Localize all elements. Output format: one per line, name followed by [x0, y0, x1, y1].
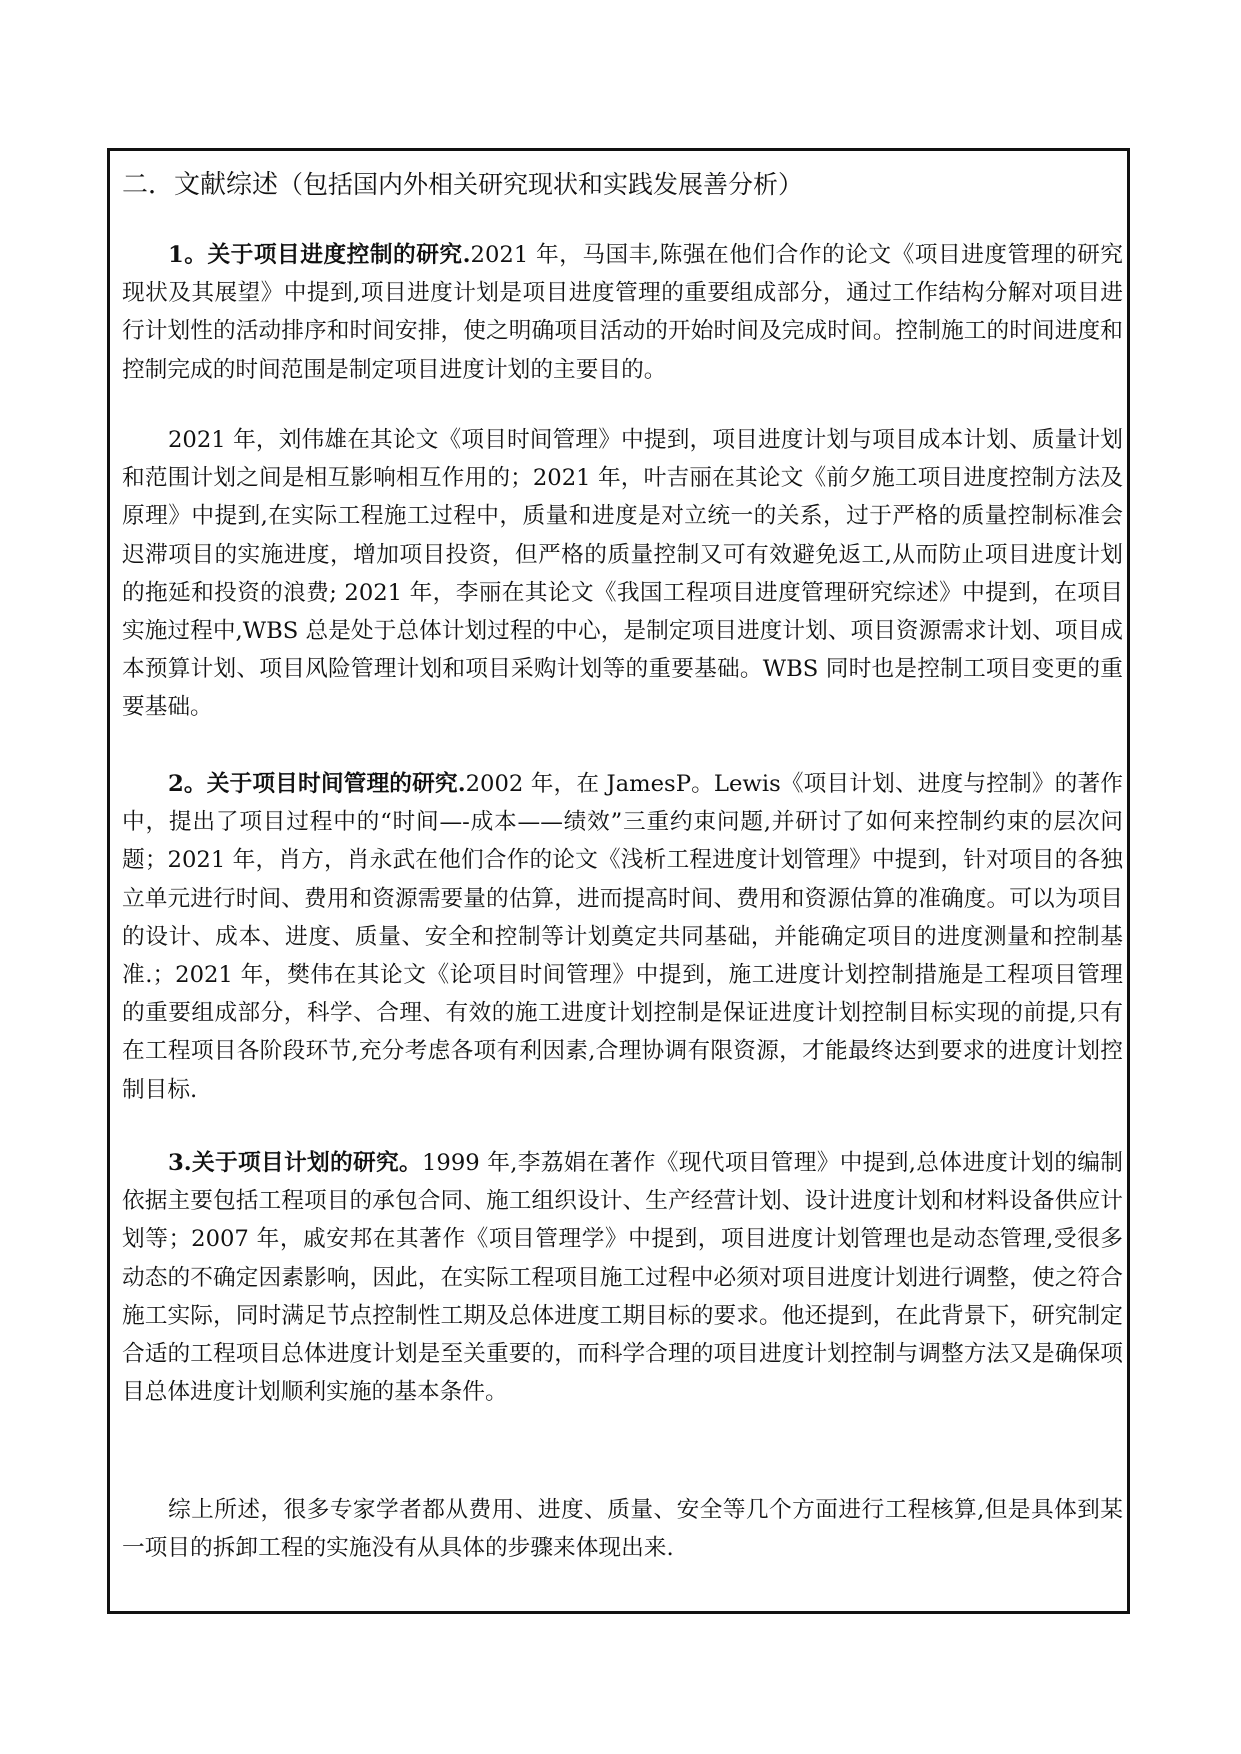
paragraph-text: 2021 年，刘伟雄在其论文《项目时间管理》中提到，项目进度计划与项目成本计划、质量计划和范围计划之间是相互影响相互作用的；2021 年，叶吉丽在其论文《前夕施工项目进度控制方法及原理》中提到,在实际工程施工过程中，质量和进度是对立统一的关系，过于严格的质量控制标准会迟滞项目的实施进度，增加项目投资，但严格的质量控制又可有效避免返工,从而防止项目进度计划的拖延和投资的浪费; 2021 年，李丽在其论文《我国工程项目进度管理研究综述》中提到，在项目实施过程中,WBS 总是处于总体计划过程的中心，是制定项目进度计划、项目资源需求计划、项目成本预算计划、项目风险管理计划和项目采购计划等的重要基础。WBS 同时也是控制工项目变更的重要基础。 [122, 427, 1123, 721]
section-subtitle: （包括国内外相关研究现状和实践发展善分析） [278, 170, 804, 199]
paragraph-schedule-control [122, 236, 1123, 389]
paragraph-time-management [122, 765, 1123, 1109]
paragraph-lead: 3.关于项目计划的研究。 [168, 1150, 422, 1176]
paragraph-lead: 1。关于项目进度控制的研究. [168, 242, 471, 268]
paragraph-text: 1999 年,李荔娟在著作《现代项目管理》中提到,总体进度计划的编制依据主要包括工程项目的承包合同、施工组织设计、生产经营计划、设计进度计划和材料设备供应计划等；2007 年，戚安邦在其著作《项目管理学》中提到，项目进度计划管理也是动态管理,受很多动态的不确定因素影响，因此，在实际工程项目施工过程中必须对项目进度计划进行调整，使之符合施工实际，同时满足节点控制性工期及总体进度工期目标的要求。他还提到，在此背景下，研究制定合适的工程项目总体进度计划是至关重要的，而科学合理的项目进度计划控制与调整方法又是确保项目总体进度计划顺利实施的基本条件。 [122, 1150, 1123, 1406]
section-heading [122, 164, 1112, 206]
paragraph-lead: 2。关于项目时间管理的研究. [168, 771, 466, 797]
paragraph-text: 2002 年，在 JamesP。Lewis《项目计划、进度与控制》的著作中，提出了项目过程中的“时间—-成本——绩效”三重约束问题,并研讨了如何来控制约束的层次问题；2021 年，肖方，肖永武在他们合作的论文《浅析工程进度计划管理》中提到，针对项目的各独立单元进行时间、费用和资源需要量的估算，进而提高时间、费用和资源估算的准确度。可以为项目的设计、成本、进度、质量、安全和控制等计划奠定共同基础，并能确定项目的进度测量和控制基准.；2021 年，樊伟在其论文《论项目时间管理》中提到，施工进度计划控制措施是工程项目管理的重要组成部分，科学、合理、有效的施工进度计划控制是保证进度计划控制目标实现的前提,只有在工程项目各阶段环节,充分考虑各项有利因素,合理协调有限资源，才能最终达到要求的进度计划控制目标. [122, 771, 1123, 1103]
paragraph-text: 2021 年，马国丰,陈强在他们合作的论文《项目进度管理的研究现状及其展望》中提到,项目进度计划是项目进度管理的重要组成部分，通过工作结构分解对项目进行计划性的活动排序和时间安排，使之明确项目活动的开始时间及完成时间。控制施工的时间进度和控制完成的时间范围是制定项目进度计划的主要目的。 [122, 242, 1123, 383]
paragraph-summary [122, 1491, 1123, 1567]
paragraph-text: 综上所述，很多专家学者都从费用、进度、质量、安全等几个方面进行工程核算,但是具体到某一项目的拆卸工程的实施没有从具体的步骤来体现出来. [122, 1497, 1123, 1562]
section-title: 二．文献综述 [122, 170, 279, 200]
paragraph-time-management-papers [122, 421, 1123, 727]
paragraph-project-planning [122, 1144, 1123, 1411]
